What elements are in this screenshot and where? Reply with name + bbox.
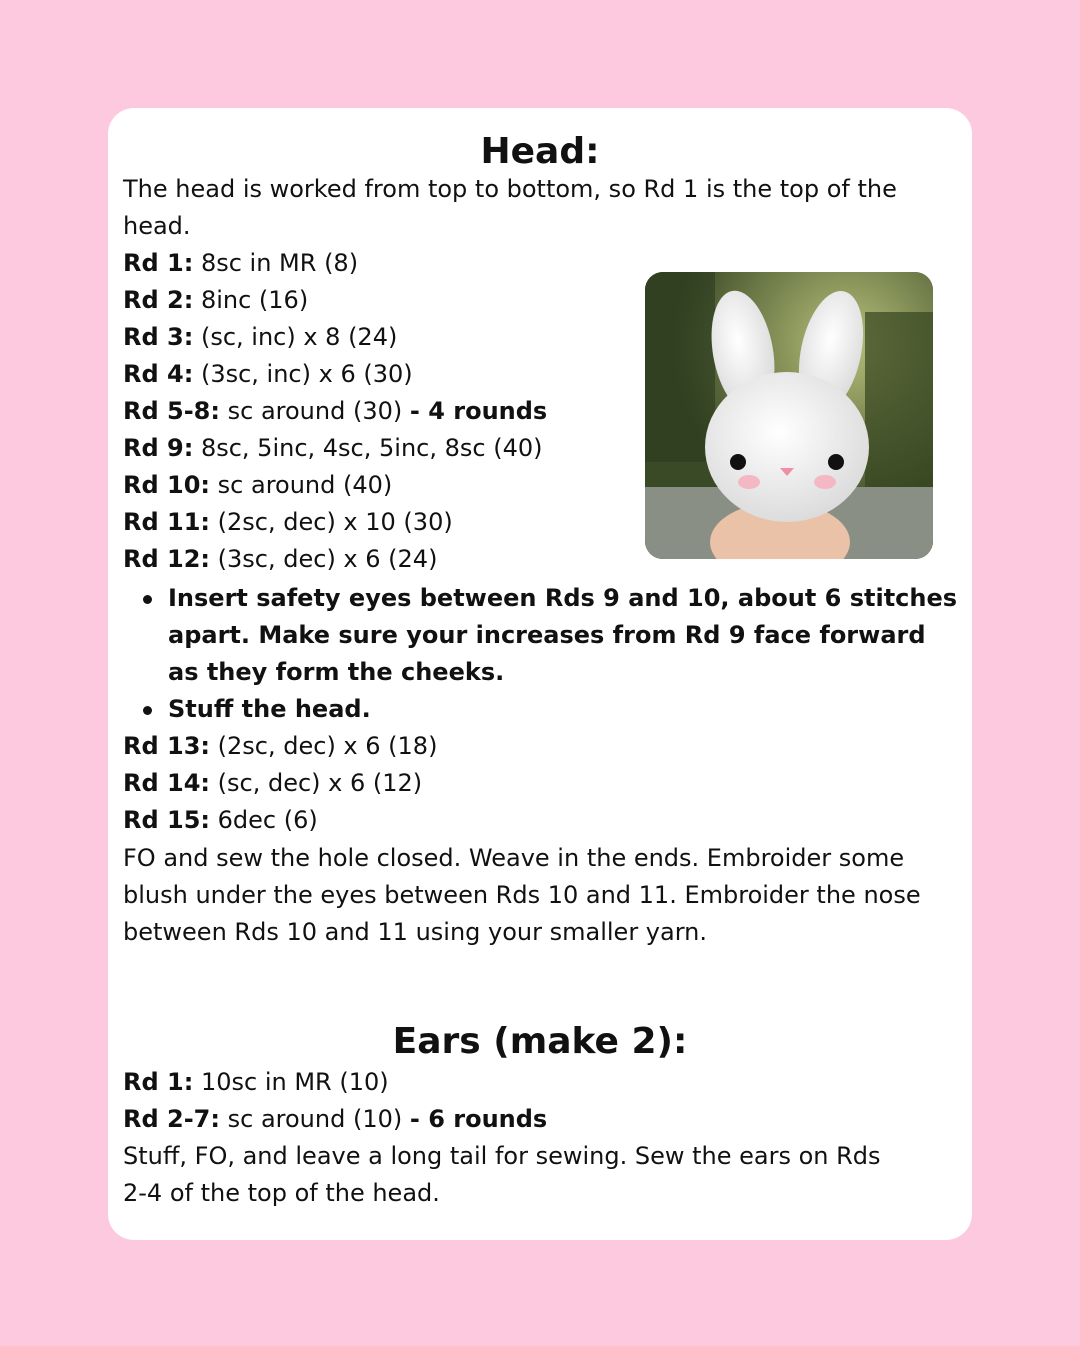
bullet-eyes-line-2: apart. Make sure your increases from Rd 9 face forward [168,621,926,649]
head-finish-line-1: FO and sew the hole closed. Weave in the ends. Embroider some [123,844,905,872]
head-round-2: Rd 2: 8inc (16) [123,286,309,314]
ears-finish-line-1: Stuff, FO, and leave a long tail for sewing. Sew the ears on Rds [123,1142,881,1170]
head-round-11: Rd 11: (2sc, dec) x 10 (30) [123,508,453,536]
head-round-13: Rd 13: (2sc, dec) x 6 (18) [123,732,438,760]
ears-finish-line-2: 2-4 of the top of the head. [123,1179,440,1207]
bullet-eyes-line-1: Insert safety eyes between Rds 9 and 10, about 6 stitches [168,584,958,612]
head-round-10: Rd 10: sc around (40) [123,471,393,499]
bullet-dot [143,706,152,715]
bullet-eyes-line-3: as they form the cheeks. [168,658,505,686]
head-intro-line-2: head. [123,212,191,240]
head-round-15: Rd 15: 6dec (6) [123,806,318,834]
crochet-bunny-head-photo-icon [645,272,933,559]
head-round-14: Rd 14: (sc, dec) x 6 (12) [123,769,423,797]
head-intro-line-1: The head is worked from top to bottom, so Rd 1 is the top of the [123,175,897,203]
head-finish-line-3: between Rds 10 and 11 using your smaller yarn. [123,918,708,946]
head-section-title: Head: [480,131,600,172]
crochet-bunny-photo [645,272,933,559]
ears-section-title: Ears (make 2): [392,1021,688,1062]
ears-round-1: Rd 1: 10sc in MR (10) [123,1068,389,1096]
bullet-stuff-head: Stuff the head. [168,695,371,723]
head-round-5-8: Rd 5-8: sc around (30) - 4 rounds [123,397,548,425]
ears-round-2-7: Rd 2-7: sc around (10) - 6 rounds [123,1105,548,1133]
pattern-card [108,108,972,1240]
bullet-dot [143,595,152,604]
head-round-1: Rd 1: 8sc in MR (8) [123,249,359,277]
head-finish-line-2: blush under the eyes between Rds 10 and 11. Embroider the nose [123,881,921,909]
head-round-4: Rd 4: (3sc, inc) x 6 (30) [123,360,413,388]
head-round-3: Rd 3: (sc, inc) x 8 (24) [123,323,398,351]
head-round-9: Rd 9: 8sc, 5inc, 4sc, 5inc, 8sc (40) [123,434,543,462]
head-round-12: Rd 12: (3sc, dec) x 6 (24) [123,545,438,573]
